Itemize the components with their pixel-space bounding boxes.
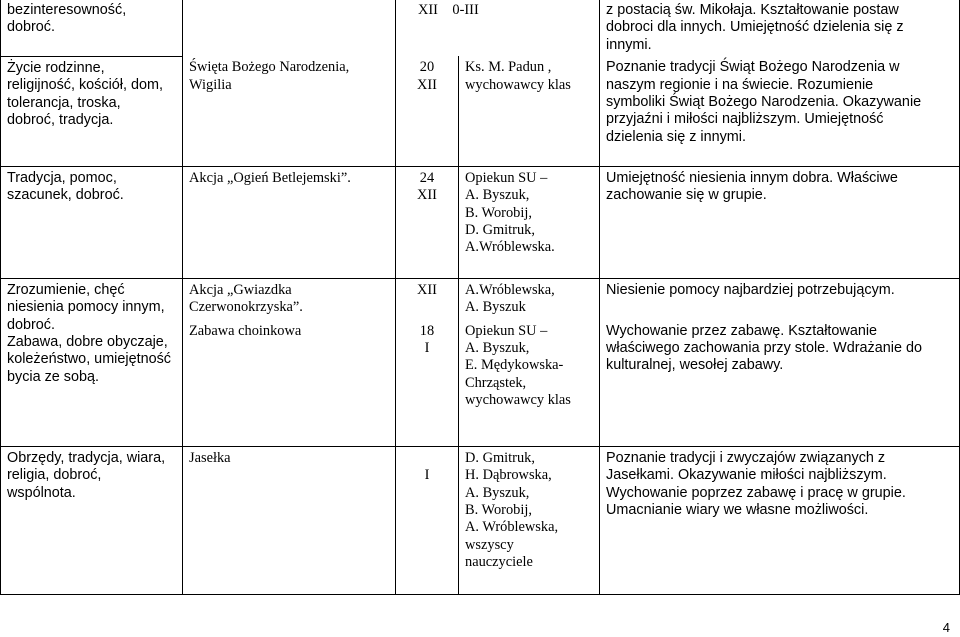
cell-line: bezinteresowność, [7, 2, 127, 18]
cell-line: religijność, kościół, dom, [7, 77, 163, 94]
cell-line: dobroci dla innych. Umiejętność dzielenia się z [606, 19, 904, 36]
cell-line: Opiekun SU – [465, 322, 548, 339]
table-row [1, 56, 960, 166]
cell-line [402, 450, 452, 467]
cell-line: wychowawcy klas [465, 392, 571, 409]
cell-line: dobroć. [7, 316, 55, 333]
term-grades: 0-III [452, 2, 479, 18]
cell-line: dobroć, tradycja. [7, 111, 114, 128]
cell-line: wychowawcy klas [465, 76, 571, 93]
table-row [1, 278, 960, 446]
activity-cell [183, 0, 396, 56]
cell-line: B. Worobij, [465, 501, 532, 518]
cell-line: Jasełka [189, 449, 231, 466]
cell-line [606, 299, 953, 316]
cell-line: dzielenia się z innymi. [606, 128, 746, 145]
table-row [1, 0, 960, 56]
cell-line: tolerancja, troska, [7, 94, 121, 111]
responsible-cell [459, 278, 600, 446]
cell-line: 18 [419, 322, 435, 339]
values-cell [1, 166, 183, 278]
term-cell [396, 446, 459, 594]
term-cell [396, 0, 600, 56]
cell-line: niesienia pomocy innym, [7, 299, 165, 316]
cell-line: zachowanie się w grupie. [606, 187, 767, 204]
cell-line: A.Wróblewska, [465, 281, 555, 298]
cell-line: Opiekun SU – [465, 169, 548, 186]
cell-line: D. Gmitruk, [465, 449, 535, 466]
cell-line: Obrzędy, tradycja, wiara, [7, 449, 166, 466]
cell-line: przyjaźni i miłości najbliższym. Umiejętność [606, 111, 884, 128]
cell-line: XII [417, 76, 437, 93]
goals-cell [600, 446, 960, 594]
cell-line: Wigilia [189, 76, 232, 93]
cell-line: 24 [419, 169, 435, 186]
cell-line: naszym regionie i na świecie. Rozumienie [606, 76, 874, 93]
cell-line: 20 [419, 59, 435, 76]
cell-line [402, 299, 452, 316]
cell-line: religia, dobroć, [7, 467, 102, 484]
cell-line: A. Byszuk, [465, 187, 530, 204]
table-row [1, 166, 960, 278]
responsible-cell [459, 446, 600, 594]
cell-line: koleżeństwo, umiejętność [7, 351, 171, 368]
cell-line: H. Dąbrowska, [465, 467, 552, 484]
cell-line: Niesienie pomocy najbardziej potrzebującym. [606, 281, 895, 298]
cell-line: Czerwonokrzyska”. [189, 299, 303, 316]
cell-line: symboliki Świąt Bożego Narodzenia. Okazywanie [606, 94, 922, 111]
cell-line: Jasełkami. Okazywanie miłości najbliższym. [606, 467, 887, 484]
cell-line: A. Wróblewska, [465, 519, 559, 536]
activity-cell [183, 166, 396, 278]
cell-line: XII [417, 281, 437, 298]
cell-line: kulturalnej, wesołej zabawy. [606, 357, 784, 374]
cell-line: A. Byszuk, [465, 339, 530, 356]
responsible-cell [459, 166, 600, 278]
cell-line: Zabawa, dobre obyczaje, [7, 333, 168, 350]
table-row [1, 446, 960, 594]
cell-line: A. Byszuk, [465, 484, 530, 501]
cell-line: Poznanie tradycji Świąt Bożego Narodzenia w [606, 59, 900, 76]
cell-line: wszyscy [465, 536, 514, 553]
cell-line: Tradycja, pomoc, [7, 169, 117, 186]
cell-line: A.Wróblewska. [465, 239, 555, 256]
cell-line: innymi. [606, 36, 652, 53]
cell-line: Akcja „Ogień Betlejemski”. [189, 169, 351, 186]
cell-line: Wychowanie poprzez zabawę i pracę w grupie. [606, 484, 906, 501]
activity-cell [183, 446, 396, 594]
cell-line: I [424, 467, 430, 484]
cell-line: Poznanie tradycji i zwyczajów związanych z [606, 449, 886, 466]
goals-cell [600, 56, 960, 166]
cell-line: D. Gmitruk, [465, 221, 535, 238]
cell-line: Umiejętność niesienia innym dobra. Właściwe [606, 169, 898, 186]
values-cell [1, 446, 183, 594]
cell-line: Święta Bożego Narodzenia, [189, 59, 350, 76]
page-number: 4 [942, 620, 950, 635]
cell-line: Zrozumienie, chęć [7, 281, 125, 298]
cell-line: A. Byszuk [465, 299, 526, 316]
responsible-cell [459, 56, 600, 166]
cell-line: XII [417, 187, 437, 204]
values-cell [1, 278, 183, 446]
activity-cell [183, 56, 396, 166]
values-cell [1, 56, 183, 166]
cell-line: właściwego zachowania przy stole. Wdrażanie do [606, 339, 922, 356]
cell-line: Ks. M. Padun , [465, 59, 552, 76]
cell-line: Wychowanie przez zabawę. Kształtowanie [606, 322, 878, 339]
cell-line: szacunek, dobroć. [7, 187, 124, 204]
cell-line: Zabawa choinkowa [189, 322, 302, 339]
goals-cell [600, 166, 960, 278]
goals-cell [600, 278, 960, 446]
cell-line: E. Mędykowska- [465, 357, 564, 374]
term-month: XII [418, 2, 438, 18]
values-cell [1, 0, 183, 56]
cell-line: B. Worobij, [465, 204, 532, 221]
term-cell [396, 278, 459, 446]
cell-line: Akcja „Gwiazdka [189, 281, 292, 298]
cell-line: nauczyciele [465, 554, 533, 571]
cell-line: I [424, 339, 430, 356]
cell-line: dobroć. [7, 19, 55, 36]
cell-line: wspólnota. [7, 484, 76, 501]
cell-line: Umacnianie wiary we własne możliwości. [606, 501, 869, 518]
term-cell [396, 166, 459, 278]
term-cell [396, 56, 459, 166]
cell-line: bycia ze sobą. [7, 368, 99, 385]
cell-line: z postacią św. Mikołaja. Kształtowanie postaw [606, 2, 899, 18]
cell-line: Chrząstek, [465, 374, 527, 391]
cell-line: Życie rodzinne, [7, 59, 105, 76]
goals-cell [600, 0, 960, 56]
activity-cell [183, 278, 396, 446]
